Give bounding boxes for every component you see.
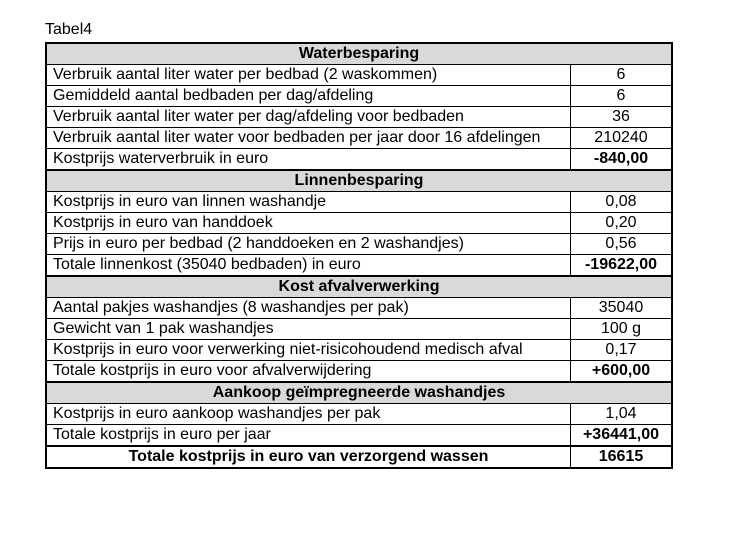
- row-value: 0,20: [571, 213, 673, 234]
- table-row: [46, 213, 672, 234]
- row-value: 0,56: [571, 234, 673, 255]
- row-label: Verbruik aantal liter water per bedbad (2 waskommen): [46, 65, 571, 86]
- row-value: -19622,00: [571, 255, 673, 277]
- table-caption: Tabel4: [45, 21, 93, 38]
- section-title: Aankoop geïmpregneerde washandjes: [46, 382, 672, 404]
- row-label: Aantal pakjes washandjes (8 washandjes per pak): [46, 298, 571, 319]
- grand-total-value: 16615: [571, 446, 673, 468]
- row-value: 0,08: [571, 192, 673, 213]
- row-label: Totale linnenkost (35040 bedbaden) in euro: [46, 255, 571, 277]
- row-label: Kostprijs waterverbruik in euro: [46, 149, 571, 171]
- row-label: Verbruik aantal liter water per dag/afdeling voor bedbaden: [46, 107, 571, 128]
- row-label: Kostprijs in euro aankoop washandjes per pak: [46, 404, 571, 425]
- row-label: Kostprijs in euro van linnen washandje: [46, 192, 571, 213]
- table-row: [46, 319, 672, 340]
- table-row: [46, 234, 672, 255]
- row-value: 1,04: [571, 404, 673, 425]
- row-value: -840,00: [571, 149, 673, 171]
- grand-total-row: [46, 446, 672, 468]
- row-value: +36441,00: [571, 425, 673, 447]
- table-row: [46, 340, 672, 361]
- section-title: Kost afvalverwerking: [46, 276, 672, 298]
- row-value: 6: [571, 65, 673, 86]
- row-label: Prijs in euro per bedbad (2 handdoeken en 2 washandjes): [46, 234, 571, 255]
- table-row: [46, 65, 672, 86]
- section-header-row: [46, 382, 672, 404]
- row-value: 35040: [571, 298, 673, 319]
- table-row: [46, 298, 672, 319]
- table-row: [46, 192, 672, 213]
- row-label: Kostprijs in euro voor verwerking niet-risicohoudend medisch afval: [46, 340, 571, 361]
- row-label: Totale kostprijs in euro voor afvalverwijdering: [46, 361, 571, 383]
- row-value: 210240: [571, 128, 673, 149]
- table-row: [46, 255, 672, 277]
- section-header-row: [46, 43, 672, 65]
- row-value: 100 g: [571, 319, 673, 340]
- row-label: Gewicht van 1 pak washandjes: [46, 319, 571, 340]
- section-header-row: [46, 170, 672, 192]
- section-header-row: [46, 276, 672, 298]
- table-row: [46, 361, 672, 383]
- grand-total-label: Totale kostprijs in euro van verzorgend wassen: [46, 446, 571, 468]
- section-title: Linnenbesparing: [46, 170, 672, 192]
- cost-table-body: [46, 43, 672, 468]
- table-row: [46, 149, 672, 171]
- row-label: Totale kostprijs in euro per jaar: [46, 425, 571, 447]
- row-label: Gemiddeld aantal bedbaden per dag/afdeling: [46, 86, 571, 107]
- table-row: [46, 107, 672, 128]
- row-value: 36: [571, 107, 673, 128]
- table-row: [46, 86, 672, 107]
- row-value: 0,17: [571, 340, 673, 361]
- row-label: Verbruik aantal liter water voor bedbaden per jaar door 16 afdelingen: [46, 128, 571, 149]
- table-row: [46, 128, 672, 149]
- row-label: Kostprijs in euro van handdoek: [46, 213, 571, 234]
- table-row: [46, 404, 672, 425]
- cost-table: [45, 42, 673, 469]
- section-title: Waterbesparing: [46, 43, 672, 65]
- row-value: 6: [571, 86, 673, 107]
- row-value: +600,00: [571, 361, 673, 383]
- table-row: [46, 425, 672, 447]
